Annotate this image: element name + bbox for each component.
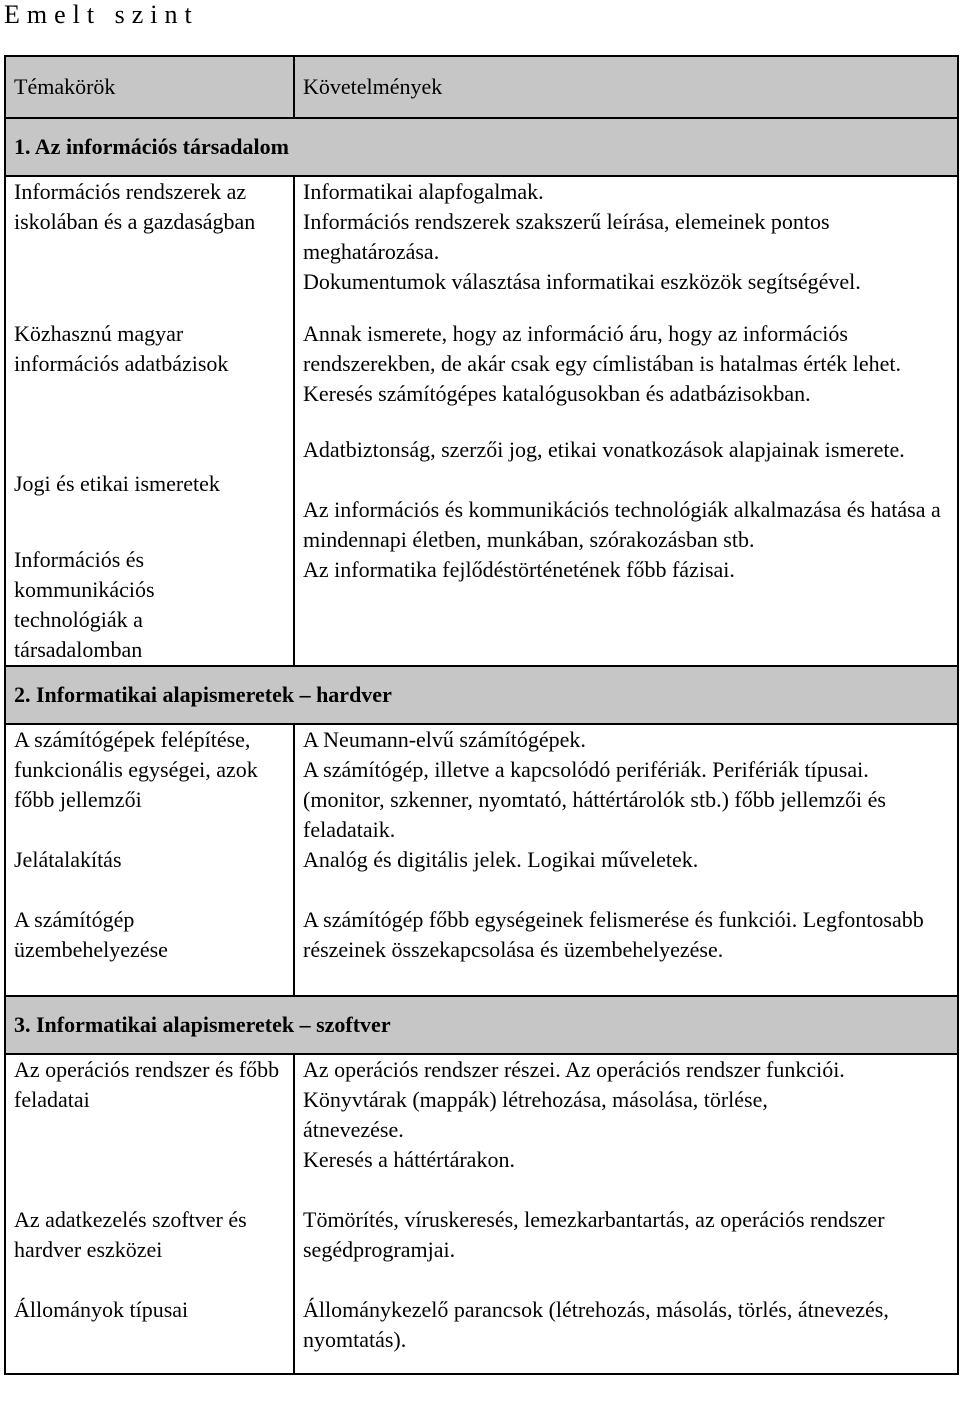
section-row xyxy=(5,666,958,724)
topic-cell xyxy=(5,1054,294,1374)
topic-item: Az adatkezelés szoftver és hardver eszközei xyxy=(14,1207,247,1262)
requirement-item: Analóg és digitális jelek. Logikai műveletek. xyxy=(303,847,699,872)
table-row xyxy=(5,724,958,996)
requirement-item: Annak ismerete, hogy az információ áru, hogy az információs rendszerekben, de akár csak egy címlistában is hatalmas érték lehet. xyxy=(303,321,902,376)
requirement-item: Információs rendszerek szakszerű leírása, elemeinek pontos meghatározása. xyxy=(303,209,830,264)
section-row xyxy=(5,118,958,176)
header-requirements: Követelmények xyxy=(294,56,958,118)
requirement-item: Adatbiztonság, szerzői jog, etikai vonatkozások alapjainak ismerete. xyxy=(303,437,905,462)
header-topics: Témakörök xyxy=(5,56,294,118)
requirements-cell xyxy=(294,176,958,666)
requirements-cell xyxy=(294,724,958,996)
section-title: 3. Informatikai alapismeretek – szoftver xyxy=(5,996,958,1054)
requirement-item: Dokumentumok választása informatikai eszközök segítségével. xyxy=(303,269,861,294)
table-row xyxy=(5,1054,958,1374)
page-title: Emelt szint xyxy=(4,0,199,29)
topic-item: Jelátalakítás xyxy=(14,847,122,872)
requirements-cell xyxy=(294,1054,958,1374)
table-row xyxy=(5,176,958,666)
topic-item: Információs rendszerek az iskolában és a gazdaságban xyxy=(14,179,256,234)
topic-item: Információs és kommunikációs technológiák a társadalomban xyxy=(14,547,155,662)
requirement-item: Keresés számítógépes katalógusokban és adatbázisokban. xyxy=(303,381,811,406)
requirement-item: A számítógép főbb egységeinek felismerése és funkciói. Legfontosabb részeinek összekapcsolása és üzembehelyezése. xyxy=(303,907,924,962)
requirement-item: Az operációs rendszer részei. Az operációs rendszer funkciói. xyxy=(303,1057,845,1082)
requirement-item: A Neumann-elvű számítógépek. xyxy=(303,727,586,752)
topic-item: Állományok típusai xyxy=(14,1297,189,1322)
section-row xyxy=(5,996,958,1054)
section-title: 2. Informatikai alapismeretek – hardver xyxy=(5,666,958,724)
requirement-item: Állománykezelő parancsok (létrehozás, másolás, törlés, átnevezés, nyomtatás). xyxy=(303,1297,889,1352)
requirements-table xyxy=(4,55,959,1375)
requirement-item: A számítógép, illetve a kapcsolódó perifériák. Perifériák típusai. (monitor, szkenner, nyomtató, háttértárolók stb.) főbb jellemzői és feladataik. xyxy=(303,757,886,842)
requirement-item: Az informatika fejlődéstörténetének főbb fázisai. xyxy=(303,557,735,582)
topic-cell xyxy=(5,176,294,666)
requirement-item: Keresés a háttértárakon. xyxy=(303,1147,515,1172)
table-header-row xyxy=(5,56,958,118)
section-title: 1. Az információs társadalom xyxy=(5,118,958,176)
topic-item: Az operációs rendszer és főbb feladatai xyxy=(14,1057,280,1112)
topic-item: Közhasznú magyar információs adatbázisok xyxy=(14,321,229,376)
topic-item: A számítógép üzembehelyezése xyxy=(14,907,168,962)
topic-item: Jogi és etikai ismeretek xyxy=(14,471,220,496)
topic-cell xyxy=(5,724,294,996)
requirement-item: Könyvtárak (mappák) létrehozása, másolása, törlése, átnevezése. xyxy=(303,1087,768,1142)
requirement-item: Az információs és kommunikációs technológiák alkalmazása és hatása a mindennapi életben, munkában, szórakozásban stb. xyxy=(303,497,941,552)
requirement-item: Tömörítés, víruskeresés, lemezkarbantartás, az operációs rendszer segédprogramjai. xyxy=(303,1207,885,1262)
requirement-item: Informatikai alapfogalmak. xyxy=(303,179,544,204)
topic-item: A számítógépek felépítése, funkcionális egységei, azok főbb jellemzői xyxy=(14,727,258,812)
